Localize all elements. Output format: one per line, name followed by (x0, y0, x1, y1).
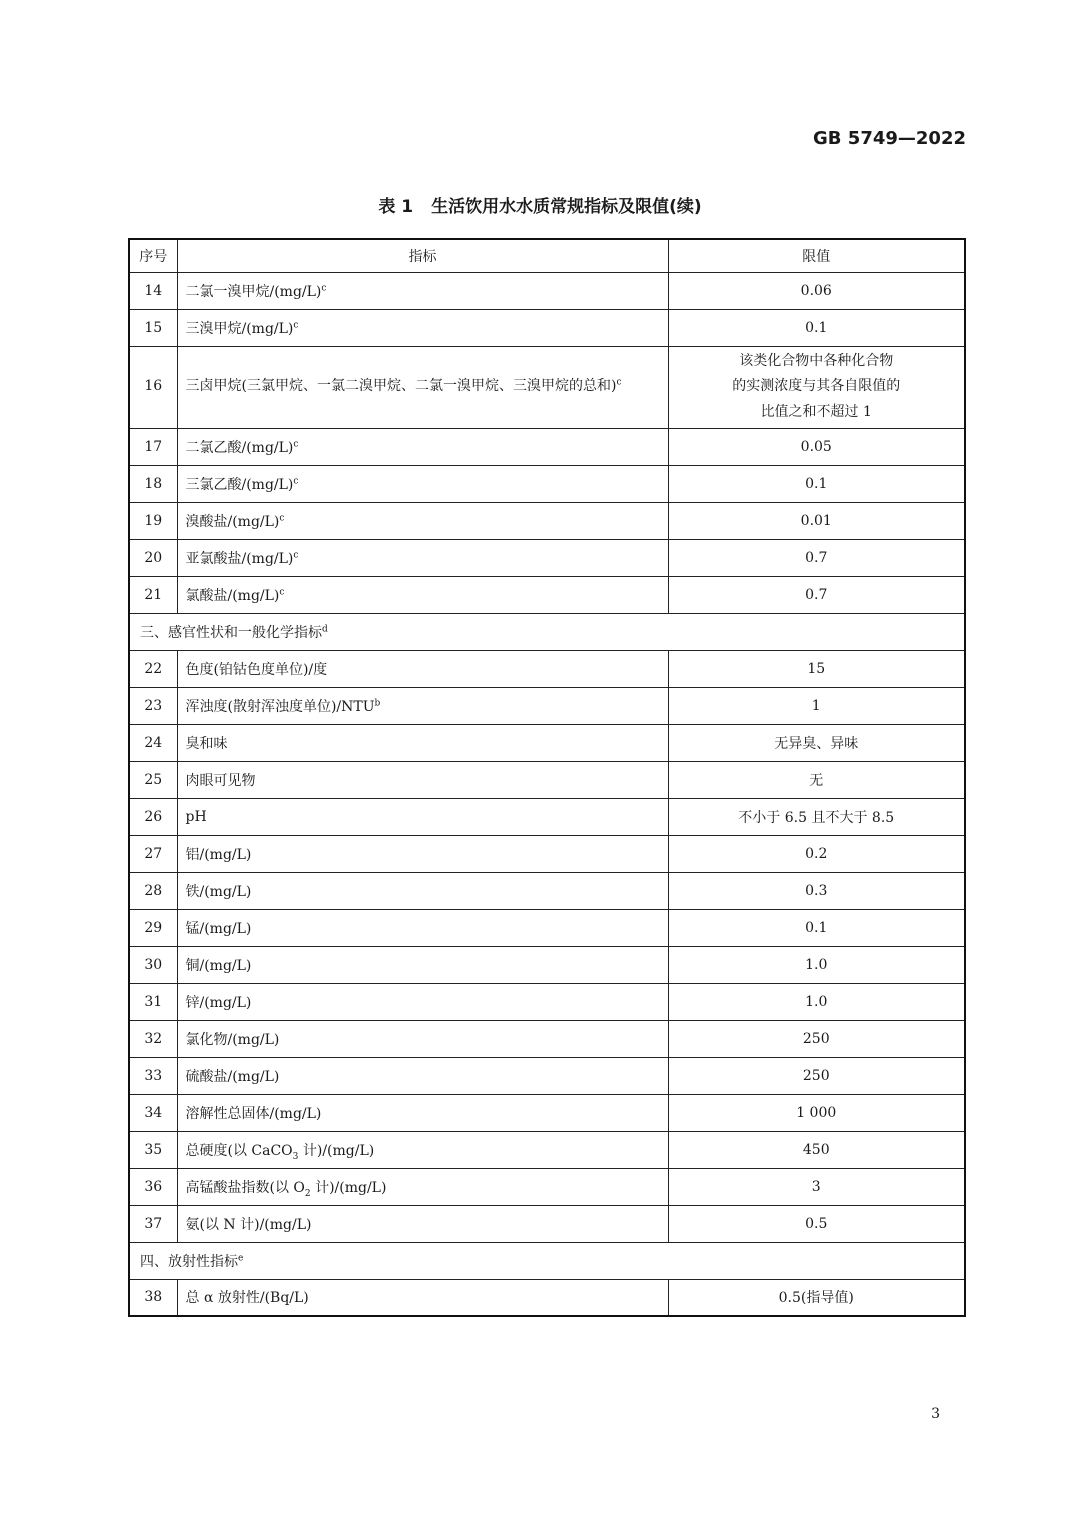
table-row (129, 909, 965, 946)
row-indicator: 总硬度(以 CaCO$_3$ 计)/(mg/L) (177, 1131, 668, 1168)
table-row (129, 724, 965, 761)
col-header-limit: 限值 (668, 239, 965, 272)
table-row (129, 502, 965, 539)
row-limit: 250 (668, 1057, 965, 1094)
section-heading: 四、放射性指标$^e$ (129, 1242, 965, 1279)
row-no: 29 (129, 909, 177, 946)
row-limit (668, 346, 965, 428)
table-row (129, 1205, 965, 1242)
section-heading: 三、感官性状和一般化学指标$^d$ (129, 613, 965, 650)
row-limit: 0.5 (668, 1205, 965, 1242)
row-limit: 0.5(指导值) (668, 1279, 965, 1316)
row-indicator: 浑浊度(散射浑浊度单位)/NTU$^b$ (177, 687, 668, 724)
row-no: 22 (129, 650, 177, 687)
row-indicator: 臭和味 (177, 724, 668, 761)
section-row (129, 613, 965, 650)
row-limit: 无异臭、异味 (668, 724, 965, 761)
row-limit: 250 (668, 1020, 965, 1057)
row-no: 17 (129, 428, 177, 465)
row-limit: 0.01 (668, 502, 965, 539)
row-indicator: 三氯乙酸$/(mg/L)^c$ (177, 465, 668, 502)
row-indicator: 三溴甲烷$/(mg/L)^c$ (177, 309, 668, 346)
table-row (129, 1020, 965, 1057)
row-indicator: 铝/(mg/L) (177, 835, 668, 872)
table-title-prefix: 表 1 (378, 197, 414, 217)
row-indicator: 总 α 放射性/(Bq/L) (177, 1279, 668, 1316)
row-no: 35 (129, 1131, 177, 1168)
row-indicator: 锰/(mg/L) (177, 909, 668, 946)
page-number: 3 (931, 1406, 940, 1422)
row-no: 31 (129, 983, 177, 1020)
water-quality-table (128, 238, 966, 1317)
table-row (129, 272, 965, 309)
row-no: 21 (129, 576, 177, 613)
table-title (0, 192, 1080, 217)
row-indicator: 二氯一溴甲烷$/(mg/L)^c$ (177, 272, 668, 309)
row-no: 27 (129, 835, 177, 872)
row-limit: 0.1 (668, 309, 965, 346)
table-title-text: 生活饮用水水质常规指标及限值(续) (431, 197, 702, 217)
limit-line: 的实测浓度与其各自限值的 (732, 378, 901, 395)
row-limit: 0.2 (668, 835, 965, 872)
row-indicator: 色度(铂钴色度单位)/度 (177, 650, 668, 687)
table-row (129, 346, 965, 428)
col-header-no: 序号 (129, 239, 177, 272)
row-limit: 无 (668, 761, 965, 798)
row-limit: 不小于 6.5 且不大于 8.5 (668, 798, 965, 835)
table-row (129, 687, 965, 724)
row-indicator: 铁/(mg/L) (177, 872, 668, 909)
row-no: 23 (129, 687, 177, 724)
table-row (129, 946, 965, 983)
standard-code: GB 5749—2022 (813, 128, 966, 149)
row-indicator: 铜/(mg/L) (177, 946, 668, 983)
row-limit: 1 000 (668, 1094, 965, 1131)
row-no: 19 (129, 502, 177, 539)
row-indicator: pH (177, 798, 668, 835)
row-indicator: 三卤甲烷(三氯甲烷、一氯二溴甲烷、二氯一溴甲烷、三溴甲烷的总和)$^c$ (177, 346, 668, 428)
limit-line: 该类化合物中各种化合物 (739, 353, 894, 370)
row-limit: 15 (668, 650, 965, 687)
section-row (129, 1242, 965, 1279)
row-limit: 0.05 (668, 428, 965, 465)
row-no: 28 (129, 872, 177, 909)
row-limit: 1.0 (668, 946, 965, 983)
row-no: 38 (129, 1279, 177, 1316)
table-row (129, 761, 965, 798)
table-row (129, 650, 965, 687)
row-indicator: 氯酸盐$/(mg/L)^c$ (177, 576, 668, 613)
row-limit: 0.7 (668, 576, 965, 613)
table-row (129, 1131, 965, 1168)
row-no: 15 (129, 309, 177, 346)
table-row (129, 576, 965, 613)
row-limit: 0.7 (668, 539, 965, 576)
table-row (129, 798, 965, 835)
table-row (129, 835, 965, 872)
row-limit: 3 (668, 1168, 965, 1205)
row-indicator: 锌/(mg/L) (177, 983, 668, 1020)
table-row (129, 1279, 965, 1316)
row-no: 16 (129, 346, 177, 428)
table-row (129, 1168, 965, 1205)
row-indicator: 氯化物/(mg/L) (177, 1020, 668, 1057)
row-indicator: 溶解性总固体/(mg/L) (177, 1094, 668, 1131)
table-row (129, 428, 965, 465)
row-limit: 0.1 (668, 909, 965, 946)
row-no: 18 (129, 465, 177, 502)
row-no: 25 (129, 761, 177, 798)
row-indicator: 溴酸盐$/(mg/L)^c$ (177, 502, 668, 539)
row-no: 37 (129, 1205, 177, 1242)
row-no: 33 (129, 1057, 177, 1094)
row-limit: 450 (668, 1131, 965, 1168)
row-limit: 0.1 (668, 465, 965, 502)
row-limit: 0.3 (668, 872, 965, 909)
row-limit: 1.0 (668, 983, 965, 1020)
row-indicator: 氨(以 N 计)/(mg/L) (177, 1205, 668, 1242)
row-no: 32 (129, 1020, 177, 1057)
row-indicator: 肉眼可见物 (177, 761, 668, 798)
table-row (129, 1057, 965, 1094)
row-no: 36 (129, 1168, 177, 1205)
row-limit: 1 (668, 687, 965, 724)
row-indicator: 硫酸盐/(mg/L) (177, 1057, 668, 1094)
table-row (129, 983, 965, 1020)
table-row (129, 1094, 965, 1131)
row-no: 34 (129, 1094, 177, 1131)
row-indicator: 二氯乙酸$/(mg/L)^c$ (177, 428, 668, 465)
row-indicator: 高锰酸盐指数(以 $O_2$ 计)/(mg/L) (177, 1168, 668, 1205)
table-row (129, 539, 965, 576)
table-row (129, 309, 965, 346)
col-header-indicator: 指标 (177, 239, 668, 272)
row-no: 14 (129, 272, 177, 309)
table-row (129, 465, 965, 502)
row-limit: 0.06 (668, 272, 965, 309)
limit-line: 比值之和不超过 1 (760, 403, 872, 420)
table-row (129, 872, 965, 909)
row-no: 26 (129, 798, 177, 835)
row-no: 20 (129, 539, 177, 576)
row-no: 30 (129, 946, 177, 983)
table-header-row (129, 239, 965, 272)
row-indicator: 亚氯酸盐$/(mg/L)^c$ (177, 539, 668, 576)
row-no: 24 (129, 724, 177, 761)
